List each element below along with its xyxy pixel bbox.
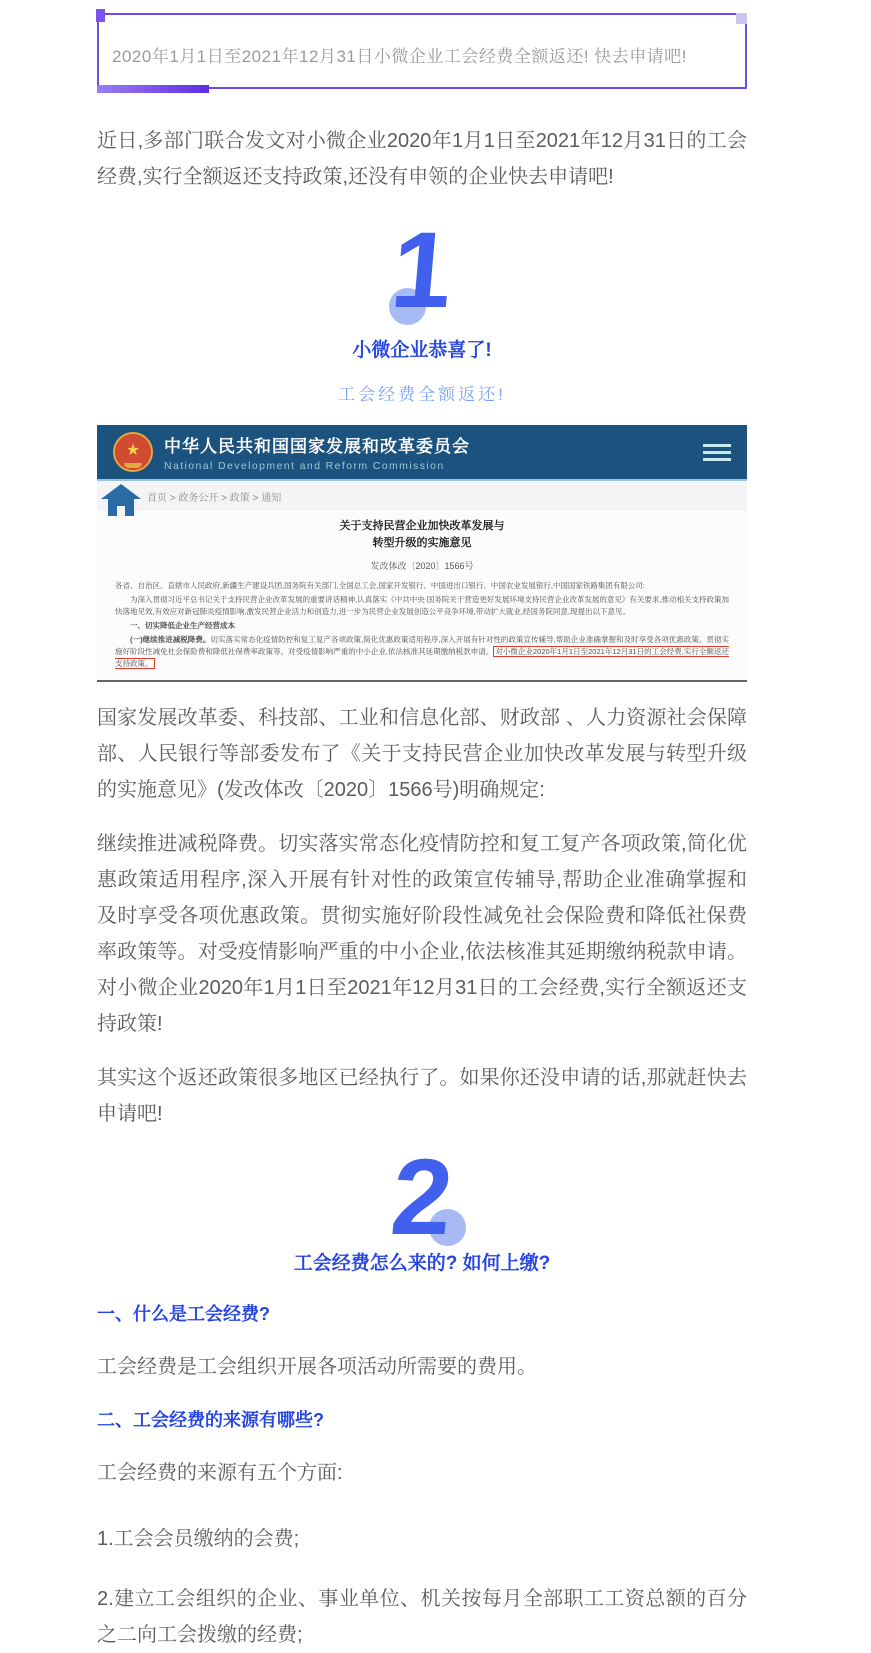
home-icon-door <box>117 506 125 516</box>
home-icon-body <box>108 499 134 516</box>
menu-icon-line <box>703 451 731 454</box>
gov-website-screenshot <box>97 425 747 682</box>
gov-doc-title-line2: 转型升级的实施意见 <box>372 537 472 549</box>
national-emblem-icon <box>113 432 153 472</box>
gov-site-header <box>97 425 747 479</box>
article-body <box>97 13 747 1653</box>
section1-subtitle: 工会经费全额返还! <box>338 385 506 404</box>
gov-doc-paragraph: 为深入贯彻习近平总书记关于支持民营企业改革发展的重要讲话精神,认真落实《中共中央 国务院关于营造更好发展环境支持民营企业改革发展的意见》有关要求,推动相关支持政策加快落地见效,有效应对新冠肺炎疫情影响,激发民营企业活力和创造力,进一步为民营企业发展创造公平竞争环境,带动扩大就业,经国务院同意,现提出以下意见。 <box>115 595 729 616</box>
gov-document <box>97 511 747 680</box>
section1-numeral: 1 <box>386 209 458 330</box>
banner-title: 2020年1月1日至2021年12月31日小微企业工会经费全额返还! 快去申请吧! <box>112 46 688 66</box>
banner-accent-square-topright <box>736 13 747 24</box>
gov-doc-paragraph <box>115 634 729 670</box>
section2-title: 工会经费怎么来的? 如何上缴? <box>293 1253 551 1274</box>
section2-numeral: 2 <box>386 1136 458 1257</box>
call-to-action-paragraph: 其实这个返还政策很多地区已经执行了。如果你还没申请的话,那就赶快去申请吧! <box>97 1067 747 1125</box>
intro-paragraph: 近日,多部门联合发文对小微企业2020年1月1日至2021年12月31日的工会经费,实行全额返还支持政策,还没有申领的企业快去申请吧! <box>97 130 747 188</box>
question2-answer: 工会经费的来源有五个方面: <box>97 1462 343 1484</box>
question1-answer: 工会经费是工会组织开展各项活动所需要的费用。 <box>97 1356 537 1378</box>
source-list-item: 2.建立工会组织的企业、事业单位、机关按每月全部职工工资总额的百分之二向工会拨缴的经费; <box>97 1588 747 1646</box>
gov-doc-body <box>115 580 729 670</box>
emblem-star-icon: ★ <box>125 441 141 459</box>
title-banner <box>97 13 747 89</box>
menu-icon-line <box>703 444 731 447</box>
source-list-item: 1.工会会员缴纳的会费; <box>97 1528 300 1550</box>
gov-breadcrumb-bar <box>97 479 747 511</box>
gov-doc-paragraph: 各省、自治区、直辖市人民政府,新疆生产建设兵团,国务院有关部门,全国总工会,国家开发银行、中国进出口银行、中国农业发展银行,中国国家铁路集团有限公司: <box>115 581 645 590</box>
section1-title: 小微企业恭喜了! <box>352 340 492 361</box>
gov-doc-title-line1: 关于支持民营企业加快改革发展与 <box>339 520 505 532</box>
policy-paragraph: 国家发展改革委、科技部、工业和信息化部、财政部 、人力资源社会保障部、人民银行等部委发布了《关于支持民营企业加快改革发展与转型升级的实施意见》(发改体改〔2020〕1566号)明确规定: <box>97 707 747 801</box>
gov-site-name-cn: 中华人民共和国国家发展和改革委员会 <box>164 437 470 456</box>
emblem-wreath-icon <box>124 463 142 468</box>
gov-doc-lead: (一)继续推进减税降费。 <box>130 635 211 644</box>
question2-heading: 二、工会经费的来源有哪些? <box>97 1410 324 1430</box>
policy-quote-paragraph: 继续推进减税降费。切实落实常态化疫情防控和复工复产各项政策,简化优惠政策适用程序,深入开展有针对性的政策宣传辅导,帮助企业准确掌握和及时享受各项优惠政策。贯彻实施好阶段性减免社会保险费和降低社保费率政策等。对受疫情影响严重的中小企业,依法核准其延期缴纳税款申请。对小微企业2020年1月1日至2021年12月31日的工会经费,实行全额返还支持政策! <box>97 833 747 1035</box>
home-icon <box>101 484 141 516</box>
menu-icon-line <box>703 458 731 461</box>
section2-number-block <box>97 1136 747 1257</box>
section1-number-block <box>97 211 747 331</box>
home-icon-roof <box>101 484 141 499</box>
gov-site-titles <box>164 432 470 472</box>
gov-doc-number: 发改体改〔2020〕1566号 <box>370 561 474 571</box>
banner-accent-square-topleft <box>96 9 105 22</box>
banner-accent-bar-bottomleft <box>97 85 209 93</box>
gov-doc-text: 切实落实常态化疫情防控和复工复产各项政策,简化优惠政策适用程序,深入开展有针对性的政策宣传辅导,帮助企业准确掌握和及时享受各项优惠政策。贯彻实施好阶段性减免社会保险费和降低社保费率政策等。对受疫情影响严重的中小企业,依法核准其延期缴纳税款申请。 <box>115 635 730 656</box>
gov-site-name-en: National Development and Reform Commission <box>164 460 445 472</box>
gov-doc-heading: 一、切实降低企业生产经营成本 <box>130 621 235 630</box>
question1-heading: 一、什么是工会经费? <box>97 1304 270 1324</box>
breadcrumb: 首页 > 政务公开 > 政策 > 通知 <box>147 492 282 504</box>
red-highlight-box: 对小微企业2020年1月1日至2021年12月31日的工会经费,实行全额返还支持政策。 <box>115 647 729 668</box>
menu-icon <box>703 444 731 461</box>
